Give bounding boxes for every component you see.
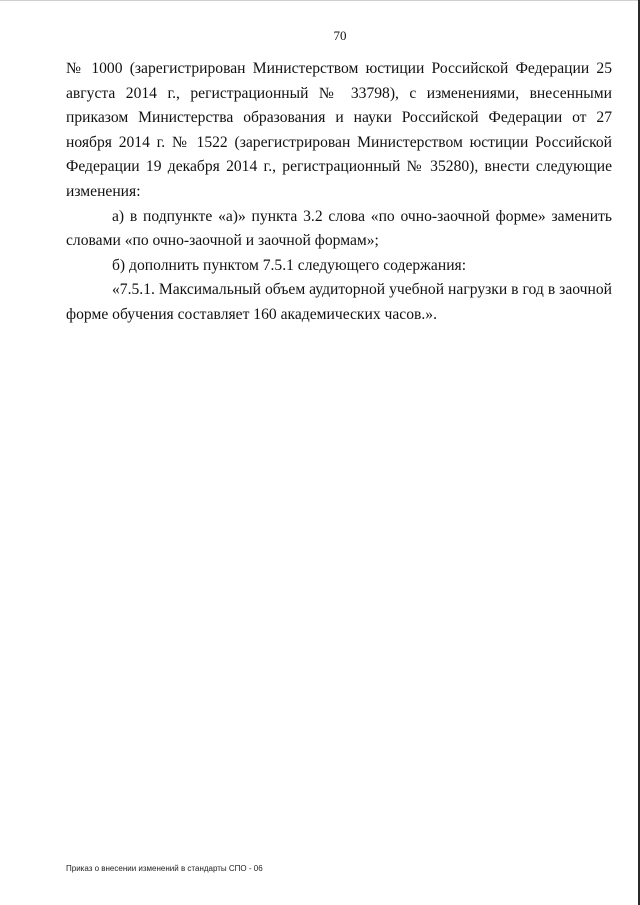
body-paragraph-1: № 1000 (зарегистрирован Министерством юстиции Российской Федерации 25 августа 2014 г., регистрационный № 33798), с изменениями, внесенными приказом Министерства образования и науки Российской Федерации от 27 ноября 2014 г. № 1522 (зарегистрирован Министерством юстиции Российской Федерации 19 декабря 2014 г., регистрационный № 35280), внести следующие изменения: — [66, 60, 612, 200]
body-paragraph-2: а) в подпункте «а)» пункта 3.2 слова «по очно-заочной форме» заменить словами «по очно-заочной и заочной формам»; — [66, 207, 612, 250]
page-number: 70 — [333, 28, 347, 43]
body-paragraph-4: «7.5.1. Максимальный объем аудиторной учебной нагрузки в год в заочной форме обучения составляет 160 академических часов.». — [66, 281, 612, 323]
footer-note: Приказ о внесении изменений в стандарты СПО - 06 — [66, 864, 263, 873]
body-paragraph-3: б) дополнить пунктом 7.5.1 следующего содержания: — [112, 256, 467, 274]
document-body — [66, 57, 612, 328]
page-top-edge — [0, 0, 640, 1]
